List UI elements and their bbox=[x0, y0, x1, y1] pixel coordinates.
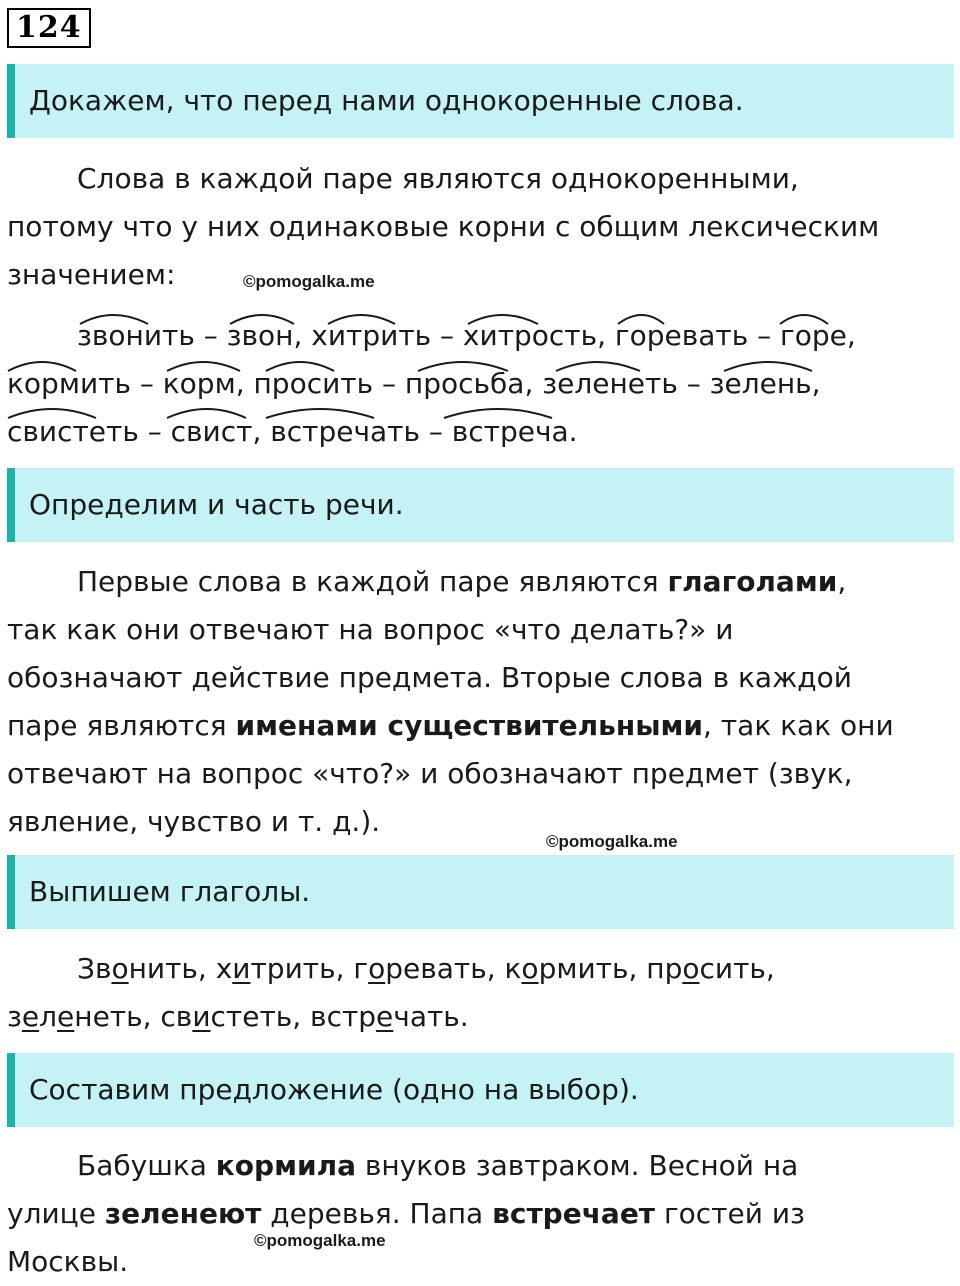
stressed-vowel: и bbox=[232, 952, 251, 985]
text-span: внуков завтраком. Весной на bbox=[356, 1149, 799, 1182]
section-header-prove: Докажем, что перед нами однокоренные слова. bbox=[7, 64, 954, 138]
text-line: так как они отвечают на вопрос «что делать?» и bbox=[7, 613, 734, 646]
text-line: обозначают действие предмета. Вторые слова в каждой bbox=[7, 661, 852, 694]
text-span: паре являются bbox=[7, 709, 236, 742]
text-span: улице bbox=[7, 1197, 105, 1230]
section-header-verbs: Выпишем глаголы. bbox=[7, 855, 954, 929]
text-span: рмить, пр bbox=[538, 952, 683, 985]
stressed-vowel: е bbox=[376, 1000, 394, 1033]
text-span: л bbox=[39, 1000, 58, 1033]
text-span: Первые слова в каждой паре являются bbox=[77, 565, 668, 598]
section-header-sentence: Составим предложение (одно на выбор). bbox=[7, 1053, 954, 1127]
watermark: ©pomogalka.me bbox=[254, 1231, 386, 1250]
bold-term: именами существительными bbox=[235, 709, 704, 742]
text-span: сить, bbox=[699, 952, 775, 985]
text-line bbox=[7, 558, 952, 606]
text-span: Бабушка bbox=[77, 1149, 216, 1182]
stressed-vowel: о bbox=[111, 952, 129, 985]
word-pairs-list bbox=[7, 312, 952, 456]
verbs-list bbox=[7, 945, 952, 1041]
watermark: ©pomogalka.me bbox=[546, 832, 678, 851]
bold-term: кормила bbox=[215, 1149, 356, 1182]
text-line: явление, чувство и т. д.). bbox=[7, 805, 381, 838]
text-span: ревать, к bbox=[385, 952, 522, 985]
text-line bbox=[7, 702, 952, 750]
stressed-vowel: о bbox=[368, 952, 386, 985]
text-span: неть, св bbox=[74, 1000, 193, 1033]
task-number: 124 bbox=[7, 8, 91, 48]
verbs-line bbox=[7, 993, 952, 1041]
word-pairs-line: свистеть – свист, встречать – встреча. bbox=[7, 415, 578, 448]
text-span: трить, г bbox=[250, 952, 369, 985]
text-span: деревья. Папа bbox=[261, 1197, 493, 1230]
text-line: потому что у них одинаковые корни с общим лексическим bbox=[7, 210, 880, 243]
word-pairs-line: кормить – корм, просить – просьба, зеленеть – зелень, bbox=[7, 367, 821, 400]
watermark: ©pomogalka.me bbox=[243, 272, 375, 291]
part-of-speech-text bbox=[7, 558, 952, 846]
stressed-vowel: е bbox=[57, 1000, 75, 1033]
text-span: , bbox=[837, 565, 847, 598]
sentences-text bbox=[7, 1142, 952, 1286]
text-line bbox=[7, 1142, 952, 1190]
bold-term: встречает bbox=[492, 1197, 656, 1230]
text-span: Зв bbox=[77, 952, 112, 985]
text-span: з bbox=[7, 1000, 22, 1033]
bold-term: глаголами bbox=[667, 565, 838, 598]
stressed-vowel: о bbox=[682, 952, 700, 985]
text-span: чать. bbox=[393, 1000, 469, 1033]
text-line: отвечают на вопрос «что?» и обозначают предмет (звук, bbox=[7, 757, 853, 790]
text-span: гостей из bbox=[655, 1197, 805, 1230]
stressed-vowel: о bbox=[521, 952, 539, 985]
bold-term: зеленеют bbox=[104, 1197, 262, 1230]
stressed-vowel: е bbox=[21, 1000, 40, 1033]
text-line: значением: bbox=[7, 258, 176, 291]
text-span: стеть, встр bbox=[210, 1000, 377, 1033]
text-span: нить, х bbox=[128, 952, 233, 985]
text-line: Москвы. bbox=[7, 1245, 129, 1278]
text-line: Слова в каждой паре являются однокоренными, bbox=[77, 162, 799, 195]
verbs-line bbox=[7, 945, 952, 993]
word-pairs-line: звонить – звон, хитрить – хитрость, горевать – горе, bbox=[77, 319, 856, 352]
text-line bbox=[7, 1190, 952, 1238]
text-span: , так как они bbox=[703, 709, 894, 742]
stressed-vowel: и bbox=[192, 1000, 211, 1033]
section-header-part-of-speech: Определим и часть речи. bbox=[7, 468, 954, 542]
